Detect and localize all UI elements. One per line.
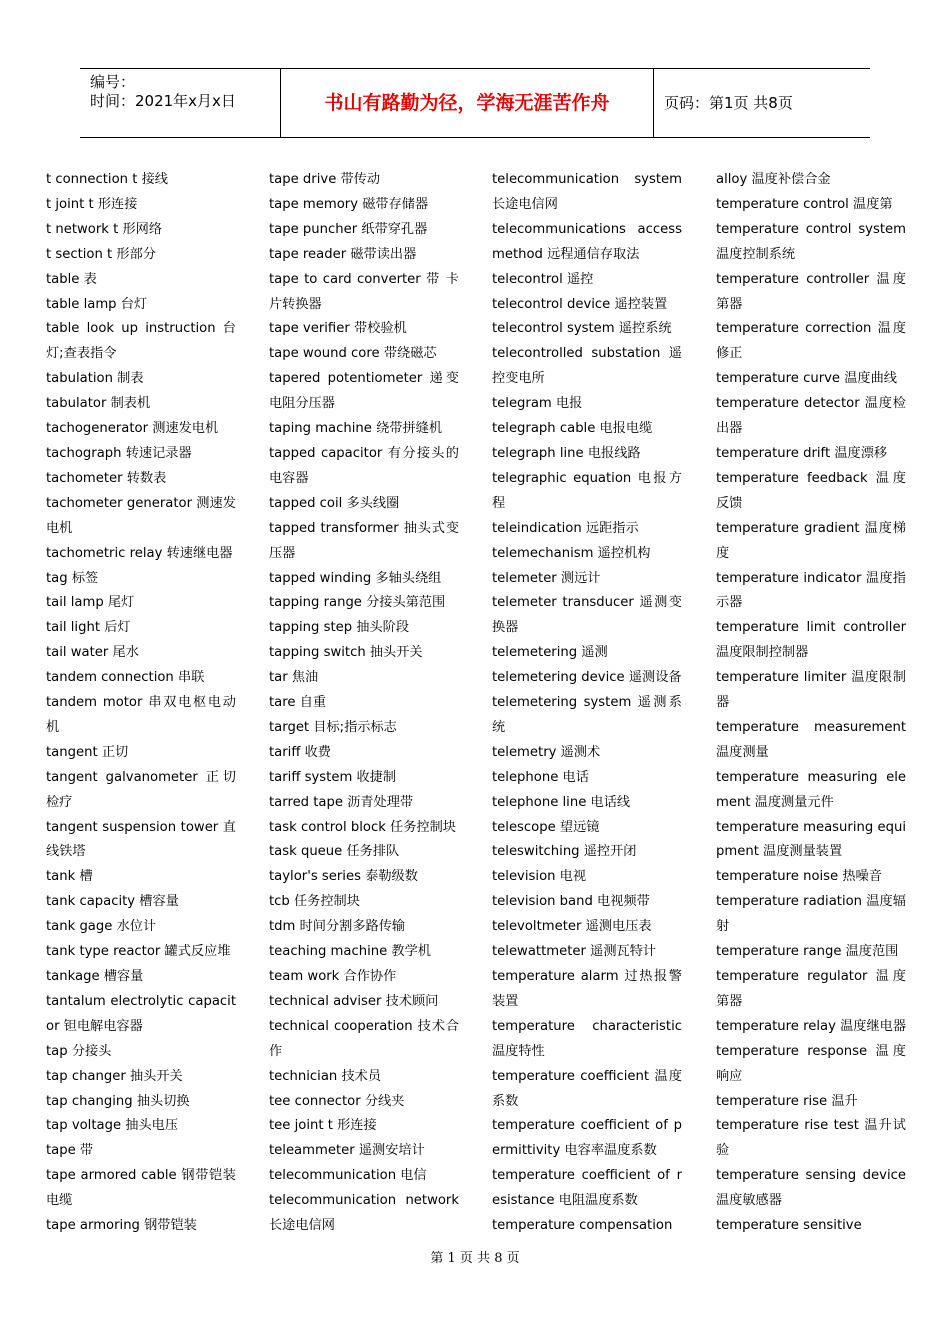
- glossary-entry: televoltmeter 遥测电压表: [492, 919, 652, 935]
- glossary-entry: telemeter transducer 遥测变换器: [492, 595, 682, 636]
- glossary-entry: temperature measuring equipment 温度测量装置: [716, 819, 906, 860]
- glossary-entry: t connection t 接线: [46, 172, 168, 187]
- glossary-entry: telegram 电报: [492, 396, 583, 412]
- glossary-entry: tabulation 制表: [46, 371, 144, 387]
- glossary-entry: t section t 形部分: [46, 246, 156, 262]
- glossary-entry: teleswitching 遥控开闭: [492, 844, 637, 860]
- glossary-entry: telecommunication system 长途电信网: [492, 172, 682, 212]
- glossary-entry: tapped transformer 抽头式变压器: [269, 520, 459, 561]
- glossary-entry: tapped winding 多轴头绕组: [269, 570, 442, 586]
- glossary-entry: temperature control system 温度控制系统: [716, 221, 906, 262]
- glossary-entry: telecontrol device 遥控装置: [492, 296, 668, 312]
- glossary-entry: tape 带: [46, 1143, 94, 1159]
- glossary-entry: tangent 正切: [46, 744, 129, 760]
- glossary-entry: temperature limiter 温度限制器: [716, 670, 906, 711]
- glossary-entry: telecommunications access method 远程通信存取法: [492, 221, 682, 262]
- glossary-entry: telecommunication 电信: [269, 1168, 427, 1184]
- glossary-entry: tachograph 转速记录器: [46, 445, 192, 461]
- glossary-entry: technical cooperation 技术合作: [269, 1018, 459, 1059]
- glossary-entry: temperature coefficient of resistance 电阻温度系数: [492, 1168, 682, 1209]
- glossary-entry: telemetering system 遥测系统: [492, 695, 682, 735]
- glossary-entry: temperature drift 温度漂移: [716, 445, 888, 461]
- glossary-entry: tachometer generator 测速发电机: [46, 495, 236, 536]
- glossary-entry: temperature alarm 过热报警装置: [492, 969, 682, 1009]
- glossary-entry: temperature limit controller 温度限制控制器: [716, 620, 906, 661]
- glossary-entry: temperature detector 温度检出器: [716, 396, 906, 437]
- glossary-entry: telegraph cable 电报电缆: [492, 421, 653, 437]
- glossary-entry: telewattmeter 遥测瓦特计: [492, 944, 657, 960]
- glossary-entry: telescope 望远镜: [492, 819, 600, 835]
- glossary-entry: teleindication 远距指示: [492, 520, 639, 536]
- glossary-entry: tank 槽: [46, 869, 93, 885]
- glossary-entry: telephone 电话: [492, 769, 589, 785]
- glossary-entry: tank type reactor 罐式反应堆: [46, 944, 231, 960]
- glossary-entry: telecontrol system 遥控系统: [492, 321, 672, 337]
- document-number-label: 编号：: [90, 73, 136, 91]
- glossary-entry: tangent suspension tower 直线铁塔: [46, 819, 236, 860]
- glossary-entry: telecontrol 遥控: [492, 271, 594, 287]
- glossary-entry: table lamp 台灯: [46, 296, 148, 312]
- glossary-entry: temperature noise 热噪音: [716, 869, 882, 885]
- glossary-entry: tag 标签: [46, 570, 99, 586]
- glossary-entry: telemeter 测远计: [492, 570, 601, 586]
- glossary-entry: tankage 槽容量: [46, 969, 144, 984]
- glossary-entry: tachometric relay 转速继电器: [46, 545, 233, 561]
- glossary-entry: table look up instruction 台灯;查表指令: [46, 321, 236, 362]
- document-time-label: 时间：2021年x月x日: [90, 92, 236, 110]
- glossary-entry: television band 电视频带: [492, 894, 650, 910]
- glossary-entry: tape armoring 钢带铠装: [46, 1218, 197, 1234]
- glossary-entry: tap changing 抽头切换: [46, 1093, 190, 1109]
- glossary-entry: team work 合作协作: [269, 969, 397, 984]
- glossary-entry: temperature coefficient 温度系数: [492, 1068, 682, 1109]
- glossary-entry: temperature correction 温度修正: [716, 321, 906, 362]
- glossary-entry: tail lamp 尾灯: [46, 595, 135, 611]
- glossary-entry: tape memory 磁带存储器: [269, 196, 429, 212]
- glossary-entry: tar 焦油: [269, 670, 319, 686]
- glossary-entry: tee connector 分线夹: [269, 1093, 405, 1109]
- glossary-entry: telecommunication network 长途电信网: [269, 1193, 459, 1234]
- header-page-label: 页码：第1页 共8页: [664, 94, 793, 112]
- glossary-entry: tape verifier 带校验机: [269, 321, 407, 337]
- glossary-entry: task control block 任务控制块: [269, 819, 456, 835]
- glossary-entry: telemechanism 遥控机构: [492, 545, 651, 561]
- glossary-column-4: [716, 168, 906, 1239]
- glossary-entry: tapping switch 抽头开关: [269, 645, 423, 661]
- glossary-entry: temperature response 温度响应: [716, 1043, 906, 1084]
- glossary-entry: tape drive 带传动: [269, 172, 381, 187]
- glossary-entry: tabulator 制表机: [46, 396, 151, 412]
- glossary-entry: temperature radiation 温度辐射: [716, 894, 906, 935]
- glossary-entry: tapered potentiometer 递变电阻分压器: [269, 371, 459, 412]
- glossary-entry: temperature gradient 温度梯度: [716, 520, 906, 561]
- glossary-entry: tail light 后灯: [46, 620, 131, 636]
- glossary-entry: tap changer 抽头开关: [46, 1068, 183, 1084]
- glossary-entry: tail water 尾水: [46, 645, 139, 661]
- glossary-entry: tarred tape 沥青处理带: [269, 794, 414, 810]
- glossary-entry: taping machine 绕带拼缝机: [269, 421, 443, 437]
- glossary-entry: tdm 时间分割多路传输: [269, 919, 406, 935]
- glossary-entry: temperature regulator 温度第器: [716, 969, 906, 1009]
- glossary-entry: teaching machine 教学机: [269, 944, 431, 960]
- glossary-entry: telecontrolled substation 遥控变电所: [492, 346, 682, 387]
- glossary-entry: temperature range 温度范围: [716, 944, 899, 960]
- glossary-entry: tangent galvanometer 正切检疗: [46, 769, 236, 810]
- glossary-entry: temperature measurement 温度测量: [716, 719, 906, 760]
- glossary-entry: tapped capacitor 有分接头的电容器: [269, 445, 459, 486]
- glossary-entry: temperature compensation: [492, 1218, 673, 1234]
- glossary-entry: tariff 收费: [269, 744, 331, 760]
- glossary-entry: technical adviser 技术顾问: [269, 993, 439, 1009]
- glossary-entry: teleammeter 遥测安培计: [269, 1143, 425, 1159]
- glossary-entry: temperature feedback 温度反馈: [716, 470, 906, 511]
- glossary-entry: temperature rise test 温升试验: [716, 1118, 906, 1159]
- glossary-entry: target 目标;指示标志: [269, 719, 397, 735]
- glossary-entry: tachometer 转数表: [46, 470, 167, 486]
- glossary-entry: tape reader 磁带读出器: [269, 246, 417, 262]
- glossary-entry: taylor's series 泰勒级数: [269, 869, 418, 885]
- glossary-entry: telephone line 电话线: [492, 794, 631, 810]
- glossary-column-3: [492, 168, 682, 1239]
- glossary-entry: tariff system 收捷制: [269, 769, 397, 785]
- glossary-entry: table 表: [46, 271, 97, 287]
- glossary-entry: telemetering 遥测: [492, 645, 608, 661]
- glossary-entry: tcb 任务控制块: [269, 894, 360, 910]
- glossary-entry: temperature rise 温升: [716, 1093, 858, 1109]
- glossary-entry: temperature control 温度第: [716, 196, 893, 212]
- page-header: [80, 68, 870, 138]
- page-footer: 第 1 页 共 8 页: [430, 1251, 520, 1266]
- glossary-entry: tachogenerator 测速发电机: [46, 421, 219, 437]
- glossary-entry: tape puncher 纸带穿孔器: [269, 221, 428, 237]
- glossary-entry: t joint t 形连接: [46, 196, 138, 212]
- glossary-entry: temperature curve 温度曲线: [716, 371, 897, 387]
- glossary-entry: tapping step 抽头阶段: [269, 620, 410, 636]
- glossary-entry: telemetering device 遥测设备: [492, 670, 682, 686]
- glossary-entry: tap 分接头: [46, 1043, 112, 1059]
- glossary-entry: temperature characteristic 温度特性: [492, 1018, 682, 1059]
- glossary-entry: temperature relay 温度继电器: [716, 1018, 907, 1034]
- glossary-entry: tapped coil 多头线圈: [269, 495, 400, 511]
- glossary-entry: tapping range 分接头第范围: [269, 595, 446, 611]
- glossary-entry: temperature indicator 温度指示器: [716, 570, 906, 611]
- glossary-entry: tandem connection 串联: [46, 670, 205, 686]
- glossary-entry: tare 自重: [269, 695, 327, 711]
- glossary-entry: alloy 温度补偿合金: [716, 172, 831, 187]
- glossary-entry: temperature measuring element 温度测量元件: [716, 769, 906, 810]
- glossary-entry: t network t 形网络: [46, 221, 163, 237]
- glossary-entry: tape to card converter 带 卡片转换器: [269, 271, 459, 312]
- glossary-entry: tank gage 水位计: [46, 919, 157, 935]
- glossary-entry: telegraphic equation 电报方程: [492, 470, 682, 511]
- glossary-entry: tank capacity 槽容量: [46, 894, 179, 910]
- glossary-entry: tee joint t 形连接: [269, 1118, 377, 1134]
- glossary-entry: temperature controller 温度第器: [716, 271, 906, 312]
- glossary-entry: telemetry 遥测术: [492, 744, 601, 760]
- glossary-entry: task queue 任务排队: [269, 844, 400, 860]
- glossary-entry: telegraph line 电报线路: [492, 445, 641, 461]
- glossary-entry: tape armored cable 钢带铠装电缆: [46, 1168, 236, 1209]
- glossary-entry: tape wound core 带绕磁芯: [269, 346, 437, 362]
- glossary-column-2: [269, 168, 459, 1239]
- glossary-entry: technician 技术员: [269, 1068, 382, 1084]
- glossary-entry: tantalum electrolytic capacitor 钽电解电容器: [46, 993, 236, 1034]
- header-meta: [80, 69, 280, 137]
- header-motto: 书山有路勤为径，学海无涯苦作舟: [280, 69, 654, 137]
- glossary-entry: tap voltage 抽头电压: [46, 1118, 179, 1134]
- glossary-entry: television 电视: [492, 869, 587, 885]
- glossary-entry: temperature sensing device 温度敏感器: [716, 1168, 906, 1209]
- glossary-entry: temperature sensitive: [716, 1218, 862, 1234]
- glossary-entry: tandem motor 串双电枢电动机: [46, 695, 236, 735]
- glossary-column-1: [46, 168, 236, 1239]
- glossary-entry: temperature coefficient of permittivity 电容率温度系数: [492, 1118, 682, 1159]
